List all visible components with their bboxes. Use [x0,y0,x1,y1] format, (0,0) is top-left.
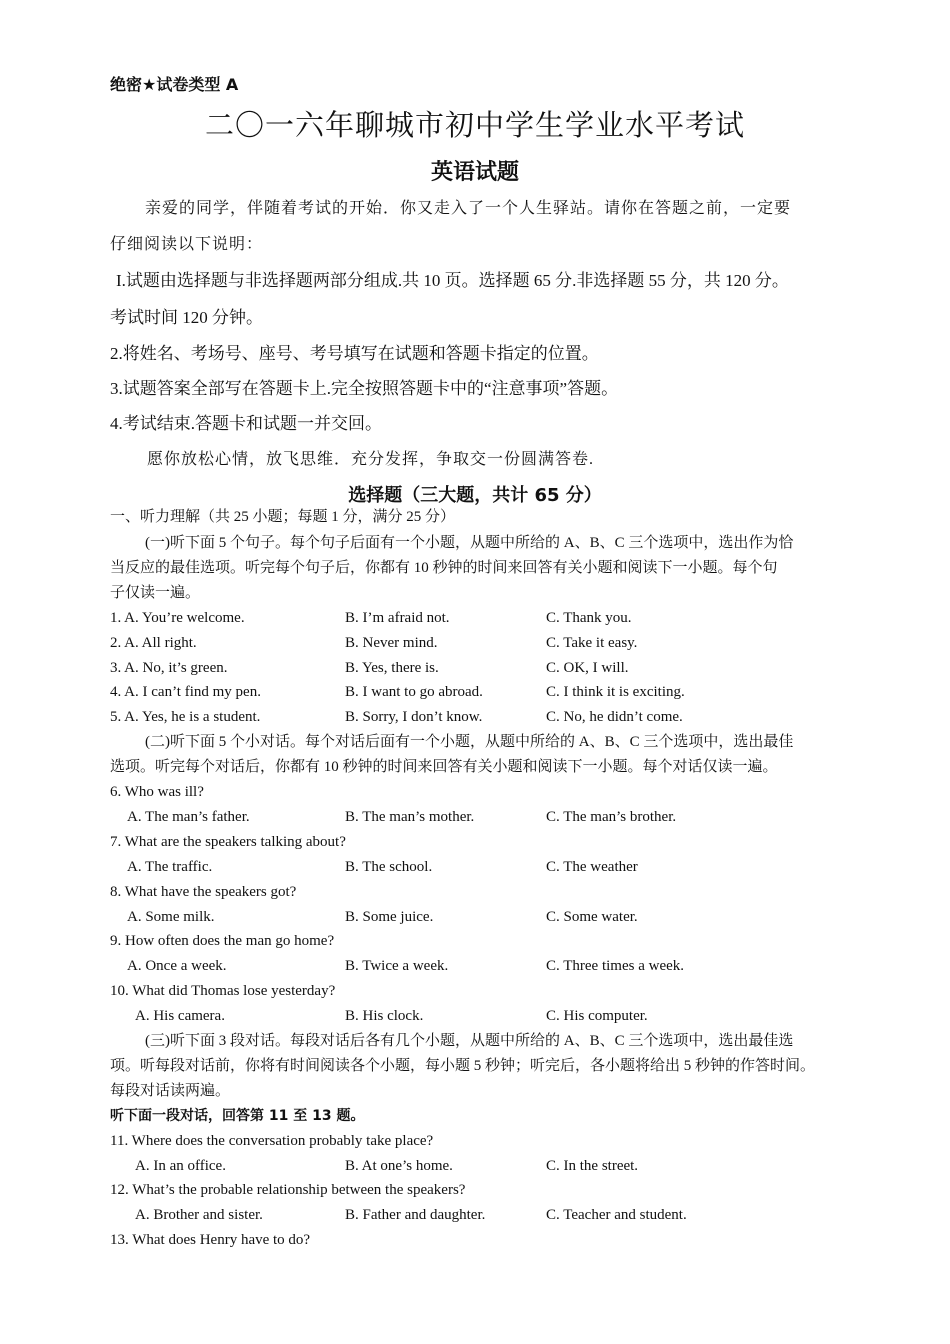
question-stem [0,830,950,855]
question-text: 8. What have the speakers got? [110,884,297,900]
question-row [0,1203,950,1228]
question-stem [0,929,950,954]
option-b: B. Some juice. [345,909,434,925]
question-row [0,631,950,656]
question-stem [0,1178,950,1203]
confidential-label: 绝密★试卷类型 A [110,75,239,94]
question-text: 13. What does Henry have to do? [110,1232,311,1248]
option-a: A. Some milk. [127,909,215,925]
question-row [0,606,950,631]
dialog-intro: 听下面一段对话，回答第 11 至 13 题。 [110,1108,365,1124]
question-text: 9. How often does the man go home? [110,933,335,949]
option-c: C. In the street. [546,1158,639,1174]
option-b: B. The man’s mother. [345,809,475,825]
intro-greeting-line-1: 亲爱的同学，伴随着考试的开始．你又走入了一个人生驿站。请你在答题之前，一定要 [145,200,792,217]
option-b: B. I want to go abroad. [345,684,483,700]
option-b: B. Twice a week. [345,958,449,974]
question-text: 7. What are the speakers talking about? [110,834,346,850]
option-c: C. Some water. [546,909,638,925]
option-a: A. Once a week. [127,958,227,974]
option-a: A. In an office. [135,1158,226,1174]
instruction-3-line-3: 每段对话读两遍。 [110,1083,231,1099]
question-row [0,805,950,830]
option-b: B. Father and daughter. [345,1207,486,1223]
question-row [0,705,950,730]
option-b: B. Yes, there is. [345,660,439,676]
rule-3: 3.试题答案全部写在答题卡上.完全按照答题卡中的“注意事项”答题。 [110,379,619,398]
question-row [0,855,950,880]
option-a: A. The traffic. [127,859,213,875]
rule-1b: 考试时间 120 分钟。 [110,308,263,327]
option-a: 2. A. All right. [110,635,197,651]
question-stem [0,1228,950,1253]
option-a: A. The man’s father. [127,809,250,825]
question-stem [0,979,950,1004]
option-c: C. Teacher and student. [546,1207,687,1223]
question-row [0,905,950,930]
question-row [0,656,950,681]
question-stem [0,780,950,805]
option-a: A. Brother and sister. [135,1207,263,1223]
option-b: B. The school. [345,859,433,875]
section-title: 选择题（三大题，共计 65 分） [348,485,602,506]
option-b: B. Never mind. [345,635,438,651]
rule-2: 2.将姓名、考场号、座号、考号填写在试题和答题卡指定的位置。 [110,344,599,363]
option-c: C. Three times a week. [546,958,685,974]
question-text: 6. Who was ill? [110,784,204,800]
option-b: B. I’m afraid not. [345,610,450,626]
instruction-1-line-2: 当反应的最佳选项。听完每个句子后，你都有 10 秒钟的时间来回答有关小题和阅读下一小题。每个句 [110,560,778,576]
option-b: B. His clock. [345,1008,424,1024]
option-c: C. OK, I will. [546,660,629,676]
option-a: 3. A. No, it’s green. [110,660,228,676]
instruction-1-line-3: 子仅读一遍。 [110,585,201,601]
option-a: 5. A. Yes, he is a student. [110,709,261,725]
rule-4: 4.考试结束.答题卡和试题一并交回。 [110,414,382,433]
question-row [0,1004,950,1029]
instruction-2-line-2: 选项。听完每个对话后，你都有 10 秒钟的时间来回答有关小题和阅读下一小题。每个对话仅读一遍。 [110,759,778,775]
option-c: C. Take it easy. [546,635,638,651]
option-b: B. At one’s home. [345,1158,453,1174]
question-row [0,954,950,979]
option-a: 1. A. You’re welcome. [110,610,245,626]
option-c: C. The weather [546,859,638,875]
option-c: C. The man’s brother. [546,809,677,825]
question-row [0,1154,950,1179]
intro-greeting-line-2: 仔细阅读以下说明： [110,236,264,253]
wish-line: 愿你放松心情，放飞思维．充分发挥，争取交一份圆满答卷. [147,451,595,468]
question-text: 12. What’s the probable relationship between the speakers? [110,1182,466,1198]
exam-title: 二〇一六年聊城市初中学生学业水平考试 [204,110,745,142]
option-b: B. Sorry, I don’t know. [345,709,483,725]
exam-subtitle: 英语试题 [430,160,519,185]
question-row [0,680,950,705]
question-stem [0,880,950,905]
instruction-3-line-1: (三)听下面 3 段对话。每段对话后各有几个小题，从题中所给的 A、B、C 三个选项中，选出最佳选 [145,1033,794,1049]
question-text: 11. Where does the conversation probably take place? [110,1133,434,1149]
instruction-2-line-1: (二)听下面 5 个小对话。每个对话后面有一个小题，从题中所给的 A、B、C 三个选项中，选出最佳 [145,734,794,750]
option-a: A. His camera. [135,1008,225,1024]
option-c: C. Thank you. [546,610,632,626]
option-c: C. His computer. [546,1008,648,1024]
instruction-1-line-1: (一)听下面 5 个句子。每个句子后面有一个小题，从题中所给的 A、B、C 三个选项中，选出作为恰 [145,535,794,551]
question-stem [0,1129,950,1154]
question-text: 10. What did Thomas lose yesterday? [110,983,336,999]
part-1-heading: 一、听力理解（共 25 小题；每题 1 分，满分 25 分） [110,509,456,525]
option-a: 4. A. I can’t find my pen. [110,684,261,700]
option-c: C. No, he didn’t come. [546,709,683,725]
instruction-3-line-2: 项。听每段对话前，你将有时间阅读各个小题，每小题 5 秒钟；听完后，各小题将给出 5 秒钟的作答时间。 [110,1058,816,1074]
option-c: C. I think it is exciting. [546,684,685,700]
rule-1a: I.试题由选择题与非选择题两部分组成.共 10 页。选择题 65 分.非选择题 55 分，共 120 分。 [116,271,789,290]
